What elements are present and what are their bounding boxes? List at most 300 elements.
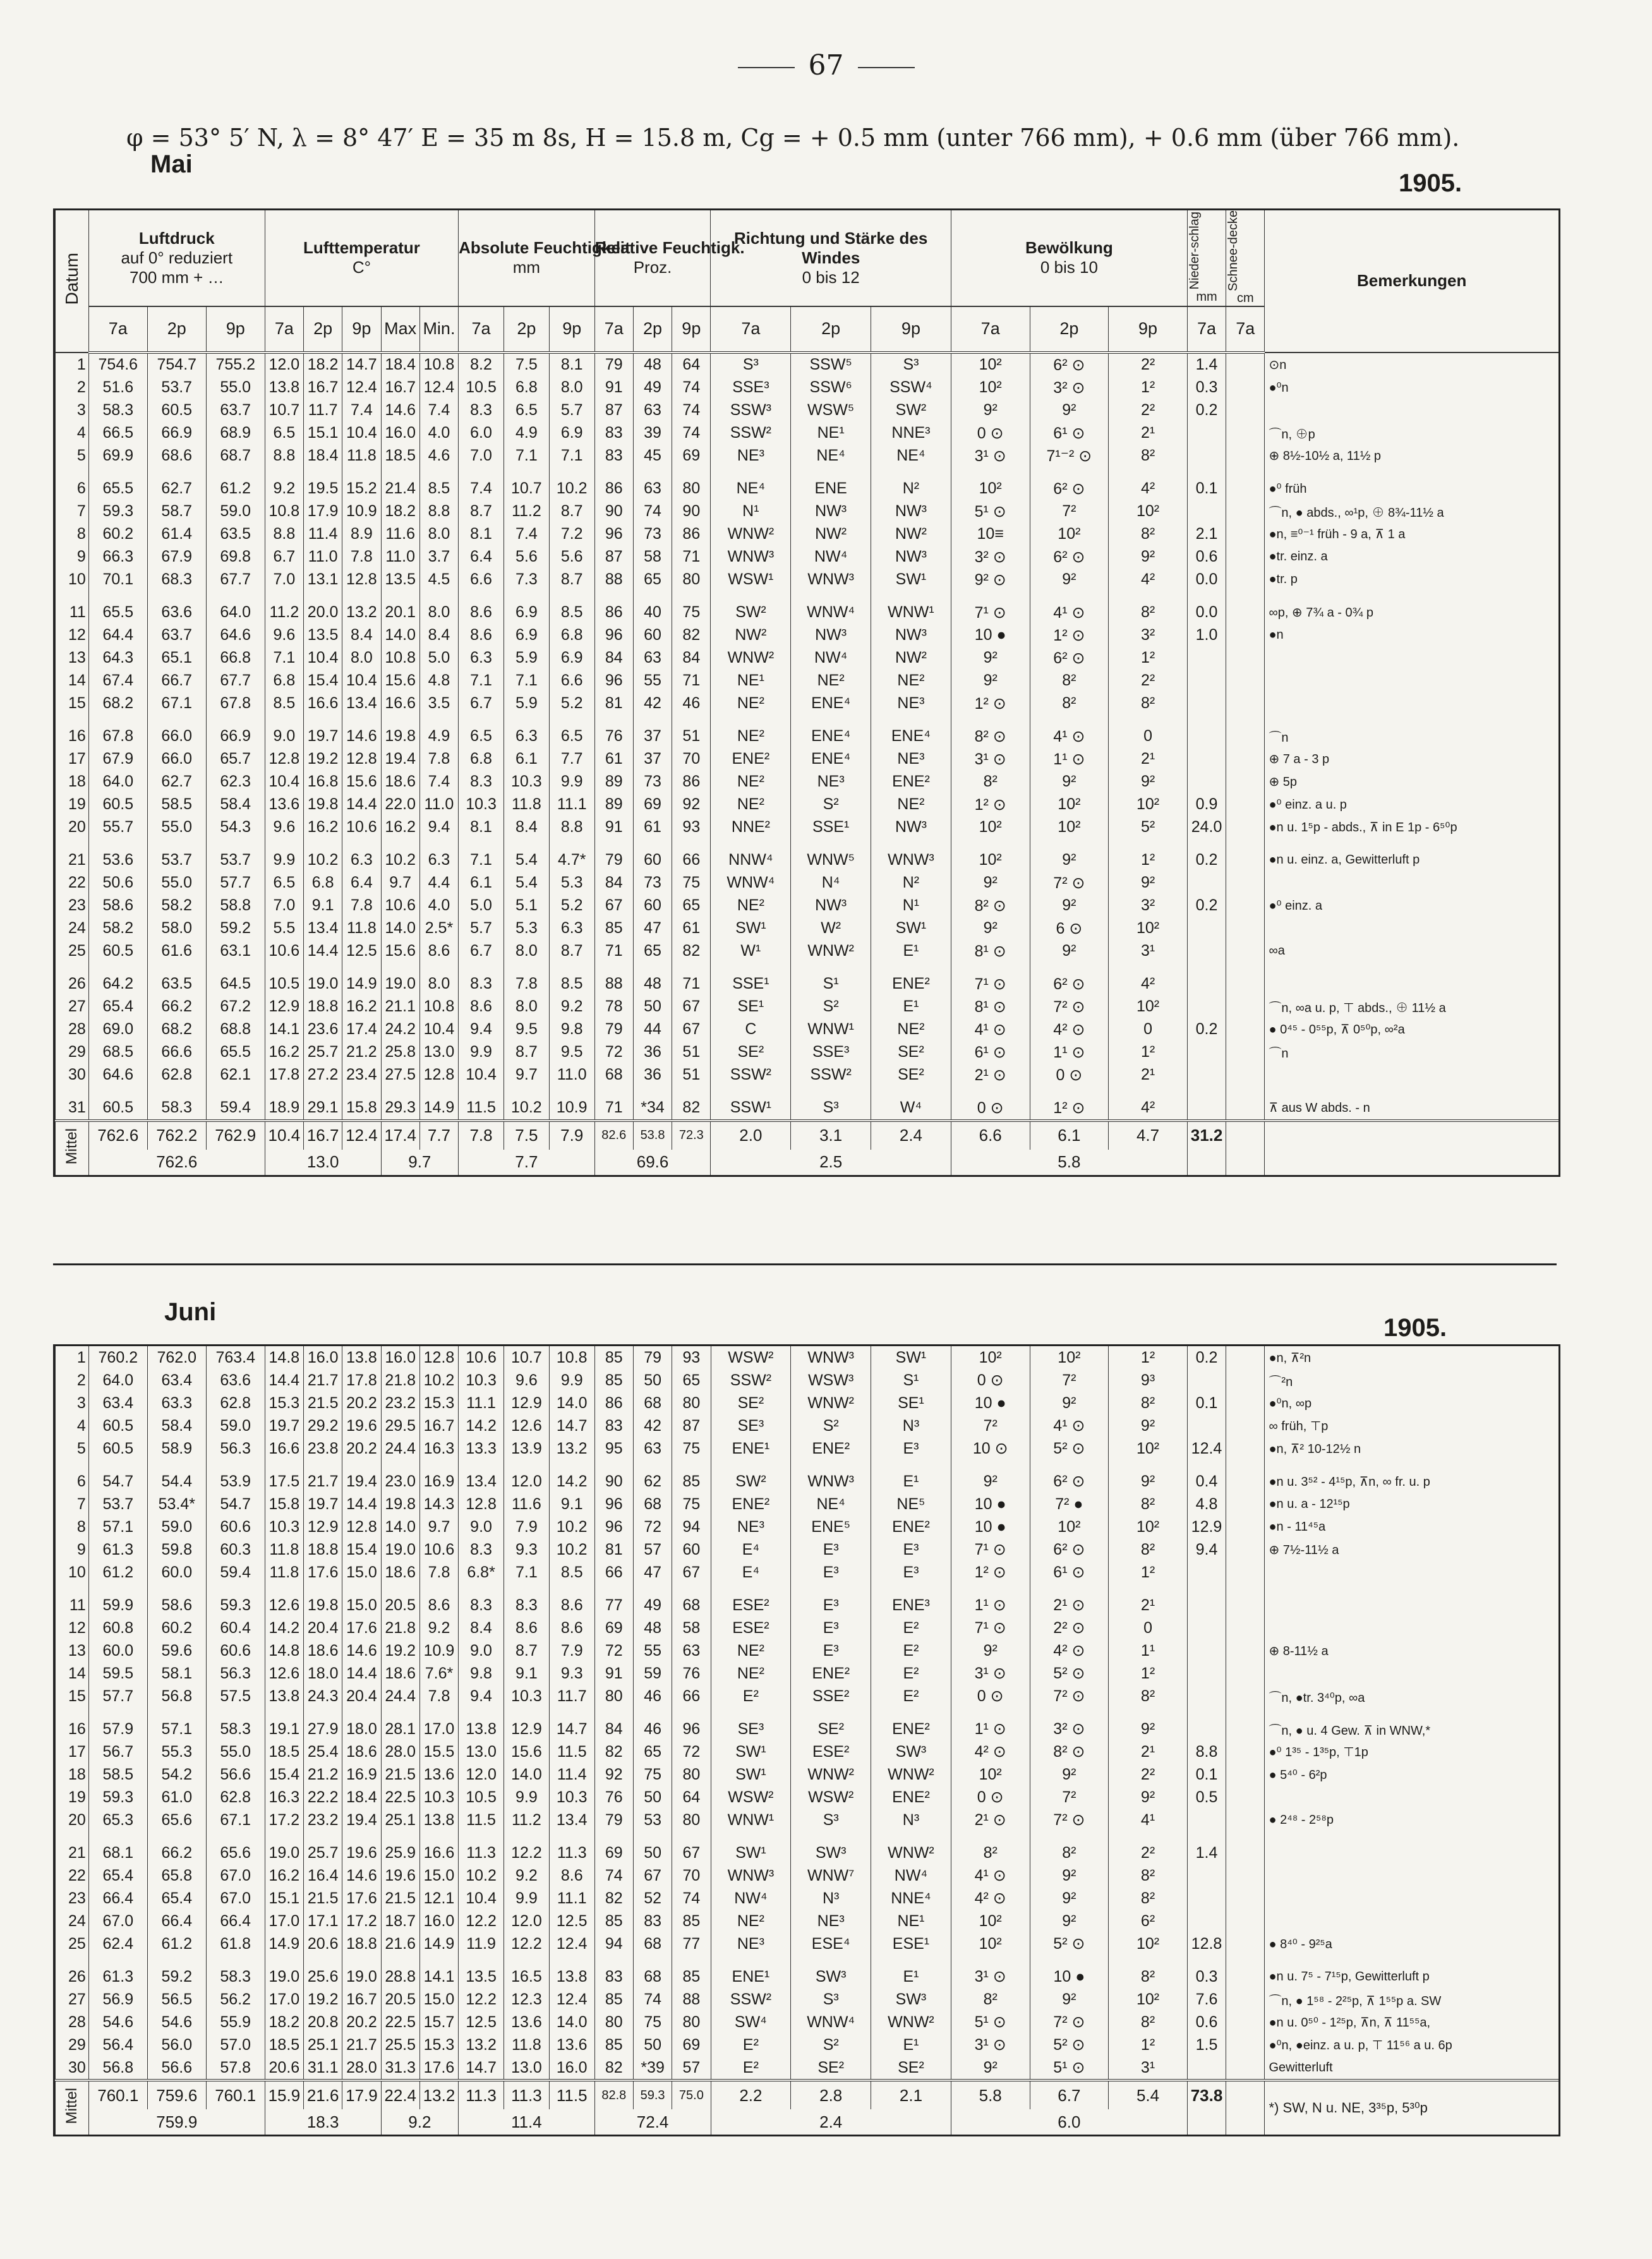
- rel-humidity-cell: 69: [594, 1841, 633, 1864]
- temp-cell: 19.0: [265, 1965, 303, 1988]
- temp-cell: 11.8: [265, 1561, 303, 1584]
- gap-cell: [672, 1708, 711, 1718]
- abs-humidity-cell: 9.9: [549, 1369, 594, 1392]
- mean-temp: 10.4: [265, 1121, 303, 1150]
- cloud-cell: 9²: [1030, 1763, 1109, 1786]
- wind-cell: WNW⁷: [791, 1864, 871, 1887]
- gap-cell: [1187, 1831, 1226, 1841]
- gap-cell: [791, 1955, 871, 1965]
- cloud-cell: 2¹ ⊙: [951, 1064, 1030, 1087]
- rel-humidity-cell: 79: [594, 1018, 633, 1041]
- rel-humidity-cell: 87: [594, 399, 633, 422]
- gap-cell: [459, 963, 504, 973]
- pressure-cell: 68.7: [206, 445, 265, 467]
- rel-humidity-cell: 69: [594, 1617, 633, 1639]
- day-cell: 23: [56, 895, 89, 917]
- gap-cell: [871, 1584, 951, 1594]
- wind-cell: W⁴: [871, 1097, 951, 1121]
- snow-cell: [1226, 1887, 1265, 1910]
- wind-cell: E³: [791, 1594, 871, 1617]
- temp-cell: 10.2: [303, 849, 342, 872]
- mean-total-rel: 69.6: [594, 1150, 711, 1175]
- cloud-cell: 1²: [1109, 1041, 1188, 1064]
- rel-humidity-cell: 52: [633, 1887, 672, 1910]
- temp-cell: 8.0: [419, 523, 458, 546]
- gap-cell: [633, 467, 672, 478]
- cloud-cell: 4² ⊙: [1030, 1018, 1109, 1041]
- subheader-c7a: 7a: [1187, 306, 1226, 352]
- temp-cell: 17.5: [265, 1470, 303, 1493]
- abs-humidity-cell: 8.7: [503, 1041, 549, 1064]
- wind-cell: NE³: [791, 771, 871, 793]
- pressure-cell: 66.9: [147, 422, 206, 445]
- temp-cell: 8.8: [265, 445, 303, 467]
- cloud-cell: 9²: [1109, 1470, 1188, 1493]
- day-cell: 25: [56, 940, 89, 963]
- temp-cell: 4.0: [419, 895, 458, 917]
- cloud-cell: 8²: [1109, 1965, 1188, 1988]
- gap-cell: [419, 1708, 458, 1718]
- abs-humidity-cell: 6.1: [503, 748, 549, 771]
- temp-cell: 10.3: [419, 1786, 458, 1809]
- header-bemerkungen: Bemerkungen: [1265, 210, 1559, 352]
- day-cell: 7: [56, 500, 89, 523]
- subheader-c7a: 7a: [594, 306, 633, 352]
- abs-humidity-cell: 7.5: [503, 352, 549, 376]
- gap-cell: [381, 963, 419, 973]
- temp-cell: 9.1: [303, 895, 342, 917]
- mean-rel: 82.6: [594, 1121, 633, 1150]
- temp-cell: 18.8: [342, 1932, 381, 1955]
- gap-cell: [1265, 1831, 1559, 1841]
- snow-cell: [1226, 1662, 1265, 1685]
- temp-cell: 12.6: [265, 1662, 303, 1685]
- wind-cell: NE³: [711, 445, 791, 467]
- gap-cell: [594, 1831, 633, 1841]
- pressure-cell: 57.1: [147, 1718, 206, 1740]
- pressure-cell: 57.8: [206, 2056, 265, 2080]
- gap-cell: [147, 963, 206, 973]
- mean-temp: 12.4: [342, 1121, 381, 1150]
- temp-cell: 9.7: [419, 1515, 458, 1538]
- remark-cell: [1265, 692, 1559, 715]
- pressure-cell: 58.5: [147, 793, 206, 816]
- gap-cell: [549, 1584, 594, 1594]
- rel-humidity-cell: 73: [633, 771, 672, 793]
- abs-humidity-cell: 8.4: [503, 816, 549, 839]
- temp-cell: 21.8: [381, 1369, 419, 1392]
- table-row: [56, 670, 1559, 692]
- temp-cell: 16.0: [304, 1346, 342, 1369]
- table-row: [56, 1740, 1559, 1763]
- subheader-c2p: 2p: [503, 306, 549, 352]
- temp-cell: 21.6: [381, 1932, 419, 1955]
- temp-cell: 16.3: [419, 1437, 458, 1460]
- pressure-cell: 67.7: [206, 670, 265, 692]
- temp-cell: 25.1: [304, 2033, 342, 2056]
- abs-humidity-cell: 5.9: [503, 692, 549, 715]
- rel-humidity-cell: 50: [633, 1369, 672, 1392]
- snow-cell: [1226, 1346, 1265, 1369]
- table-row: [56, 725, 1559, 748]
- precipitation-cell: 0.1: [1187, 1763, 1226, 1786]
- cloud-cell: 8²: [1109, 445, 1188, 467]
- group-gap: [56, 1955, 1559, 1965]
- temp-cell: 4.8: [419, 670, 458, 692]
- abs-humidity-cell: 8.6: [549, 1864, 594, 1887]
- abs-humidity-cell: 6.9: [549, 647, 594, 670]
- precipitation-cell: 0.2: [1187, 1346, 1226, 1369]
- precipitation-cell: [1187, 973, 1226, 996]
- mean-temp: 15.9: [265, 2080, 303, 2109]
- remark-cell: [1265, 1594, 1559, 1617]
- temp-cell: 8.9: [342, 523, 381, 546]
- snow-cell: [1226, 1740, 1265, 1763]
- pressure-cell: 63.7: [206, 399, 265, 422]
- dash-right: [858, 67, 915, 68]
- remark-cell: ●n, ⊼² 10-12½ n: [1265, 1437, 1559, 1460]
- temp-cell: 28.0: [381, 1740, 419, 1763]
- abs-humidity-cell: 11.1: [549, 793, 594, 816]
- temp-cell: 15.4: [303, 670, 342, 692]
- cloud-cell: 10²: [1109, 1932, 1188, 1955]
- gap-cell: [1187, 839, 1226, 849]
- snow-cell: [1226, 399, 1265, 422]
- rel-humidity-cell: 88: [594, 569, 633, 591]
- temp-cell: 28.1: [381, 1718, 419, 1740]
- table-row: [56, 624, 1559, 647]
- wind-cell: SW⁴: [711, 2011, 791, 2033]
- temp-cell: 5.0: [419, 647, 458, 670]
- rel-humidity-cell: 72: [594, 1639, 633, 1662]
- gap-cell: [951, 1831, 1030, 1841]
- subheader-c7a: 7a: [265, 306, 303, 352]
- precipitation-cell: 8.8: [1187, 1740, 1226, 1763]
- pressure-cell: 63.6: [147, 601, 206, 624]
- wind-cell: ESE²: [711, 1617, 791, 1639]
- pressure-cell: 58.7: [147, 500, 206, 523]
- mittel-label: [56, 2080, 89, 2135]
- rel-humidity-cell: 51: [672, 1064, 711, 1087]
- mean-wind: 2.8: [791, 2080, 871, 2109]
- cloud-cell: 9²: [1109, 1718, 1188, 1740]
- wind-cell: NE²: [711, 1639, 791, 1662]
- gap-cell: [88, 1087, 147, 1097]
- wind-cell: WSW³: [791, 1369, 871, 1392]
- table-row: [56, 2011, 1559, 2033]
- temp-cell: 9.7: [381, 872, 419, 895]
- rel-humidity-cell: 70: [672, 748, 711, 771]
- wind-cell: SSE¹: [791, 816, 871, 839]
- abs-humidity-cell: 8.7: [549, 940, 594, 963]
- table-row: [56, 1392, 1559, 1414]
- remark-cell: ● 0⁴⁵ - 0⁵⁵p, ⊼ 0⁵⁰p, ∞²a: [1265, 1018, 1559, 1041]
- wind-cell: NW⁴: [871, 1864, 951, 1887]
- gap-cell: [303, 591, 342, 601]
- pressure-cell: 58.9: [147, 1437, 206, 1460]
- rel-humidity-cell: 72: [594, 1041, 633, 1064]
- pressure-cell: 68.8: [206, 1018, 265, 1041]
- cloud-cell: 1² ⊙: [951, 692, 1030, 715]
- temp-cell: 7.8: [342, 895, 381, 917]
- abs-humidity-cell: 11.4: [549, 1763, 594, 1786]
- temp-cell: 17.8: [265, 1064, 303, 1087]
- precipitation-cell: 0.6: [1187, 546, 1226, 569]
- pressure-cell: 67.4: [88, 670, 147, 692]
- gap-cell: [206, 963, 265, 973]
- temp-cell: 13.5: [381, 569, 419, 591]
- temp-cell: 18.5: [265, 2033, 303, 2056]
- table-row: [56, 546, 1559, 569]
- pressure-cell: 55.7: [88, 816, 147, 839]
- rel-humidity-cell: 57: [633, 1538, 672, 1561]
- rel-humidity-cell: 80: [672, 478, 711, 500]
- gap-cell: [459, 1584, 504, 1594]
- snow-cell: [1226, 1932, 1265, 1955]
- cloud-cell: 1²: [1109, 1346, 1188, 1369]
- cloud-cell: 1²: [1109, 1662, 1188, 1685]
- gap-cell: [56, 715, 89, 725]
- gap-cell: [1226, 467, 1265, 478]
- table-row: [56, 647, 1559, 670]
- group-gap: [56, 1460, 1559, 1470]
- cloud-cell: 7²: [951, 1414, 1030, 1437]
- pressure-cell: 67.9: [88, 748, 147, 771]
- abs-humidity-cell: 8.7: [549, 569, 594, 591]
- temp-cell: 13.0: [419, 1041, 458, 1064]
- day-cell: 2: [56, 376, 89, 399]
- pressure-cell: 58.2: [88, 917, 147, 940]
- gap-cell: [1265, 1955, 1559, 1965]
- pressure-cell: 54.3: [206, 816, 265, 839]
- table-row: [56, 1041, 1559, 1064]
- table-row: [56, 849, 1559, 872]
- table-row: [56, 872, 1559, 895]
- gap-cell: [1030, 1087, 1109, 1097]
- pressure-cell: 54.7: [206, 1493, 265, 1515]
- day-cell: 1: [56, 352, 89, 376]
- pressure-cell: 59.4: [206, 1097, 265, 1121]
- abs-humidity-cell: 11.8: [503, 2033, 549, 2056]
- cloud-cell: 8²: [1109, 1887, 1188, 1910]
- cloud-cell: 6¹ ⊙: [951, 1041, 1030, 1064]
- subheader-c2p: 2p: [303, 306, 342, 352]
- temp-cell: 19.0: [303, 973, 342, 996]
- wind-cell: NE³: [711, 1515, 791, 1538]
- cloud-cell: 10²: [1030, 793, 1109, 816]
- temp-cell: 18.2: [381, 500, 419, 523]
- subheader-c2p: 2p: [791, 306, 871, 352]
- cloud-cell: 4² ⊙: [951, 1887, 1030, 1910]
- gap-cell: [304, 1584, 342, 1594]
- temp-cell: 16.6: [381, 692, 419, 715]
- temp-cell: 10.3: [265, 1515, 303, 1538]
- gap-cell: [342, 467, 381, 478]
- rel-humidity-cell: 80: [672, 1392, 711, 1414]
- gap-cell: [633, 1460, 672, 1470]
- temp-cell: 10.8: [381, 647, 419, 670]
- abs-humidity-cell: 5.3: [549, 872, 594, 895]
- temp-cell: 16.4: [304, 1864, 342, 1887]
- pressure-cell: 64.4: [88, 624, 147, 647]
- gap-cell: [791, 467, 871, 478]
- pressure-cell: 56.3: [206, 1437, 265, 1460]
- cloud-cell: 7¹ ⊙: [951, 973, 1030, 996]
- abs-humidity-cell: 11.1: [549, 1887, 594, 1910]
- gap-cell: [549, 1460, 594, 1470]
- abs-humidity-cell: 8.3: [459, 1538, 504, 1561]
- gap-cell: [88, 1460, 147, 1470]
- mean-wind: 2.4: [871, 1121, 951, 1150]
- remark-cell: ●tr. p: [1265, 569, 1559, 591]
- wind-cell: ENE⁴: [791, 748, 871, 771]
- temp-cell: 19.6: [342, 1841, 381, 1864]
- day-cell: 16: [56, 1718, 89, 1740]
- gap-cell: [1226, 1584, 1265, 1594]
- wind-cell: ENE²: [871, 973, 951, 996]
- pressure-cell: 54.7: [88, 1470, 147, 1493]
- temp-cell: 16.9: [342, 1763, 381, 1786]
- gap-cell: [1265, 591, 1559, 601]
- pressure-cell: 60.5: [88, 1097, 147, 1121]
- temp-cell: 18.5: [265, 1740, 303, 1763]
- rel-humidity-cell: 63: [633, 478, 672, 500]
- gap-cell: [304, 1955, 342, 1965]
- temp-cell: 15.0: [419, 1864, 458, 1887]
- temp-cell: 8.8: [419, 500, 458, 523]
- pressure-cell: 59.8: [147, 1538, 206, 1561]
- pressure-cell: 55.0: [206, 376, 265, 399]
- temp-cell: 12.8: [265, 748, 303, 771]
- subheader-c7a: 7a: [459, 306, 504, 352]
- rel-humidity-cell: 72: [672, 1740, 711, 1763]
- precipitation-cell: 0.3: [1187, 1965, 1226, 1988]
- gap-cell: [672, 715, 711, 725]
- pressure-cell: 55.0: [206, 1740, 265, 1763]
- temp-cell: 22.0: [381, 793, 419, 816]
- pressure-cell: 58.1: [147, 1662, 206, 1685]
- cloud-cell: 4¹ ⊙: [1030, 725, 1109, 748]
- subheader-c7a: 7a: [88, 306, 147, 352]
- pressure-cell: 755.2: [206, 352, 265, 376]
- rel-humidity-cell: 63: [633, 399, 672, 422]
- gap-cell: [56, 1708, 89, 1718]
- temp-cell: 11.8: [265, 1538, 303, 1561]
- day-cell: 2: [56, 1369, 89, 1392]
- precipitation-cell: [1187, 1809, 1226, 1831]
- gap-cell: [503, 1955, 549, 1965]
- wind-cell: WNW¹: [711, 1809, 791, 1831]
- cloud-cell: 10 ●: [951, 1515, 1030, 1538]
- gap-cell: [871, 1831, 951, 1841]
- precipitation-cell: [1187, 445, 1226, 467]
- table-row: [56, 1561, 1559, 1584]
- rel-humidity-cell: 86: [594, 1392, 633, 1414]
- cloud-cell: 9²: [1030, 1392, 1109, 1414]
- abs-humidity-cell: 6.7: [459, 940, 504, 963]
- wind-cell: S²: [791, 996, 871, 1018]
- temp-cell: 12.9: [304, 1515, 342, 1538]
- wind-cell: WNW³: [791, 1470, 871, 1493]
- temp-cell: 24.2: [381, 1018, 419, 1041]
- rel-humidity-cell: 49: [633, 1594, 672, 1617]
- temp-cell: 4.5: [419, 569, 458, 591]
- cloud-cell: 8² ⊙: [951, 725, 1030, 748]
- pressure-cell: 58.3: [206, 1965, 265, 1988]
- gap-cell: [381, 1087, 419, 1097]
- subheader-c9p: 9p: [549, 306, 594, 352]
- day-cell: 4: [56, 422, 89, 445]
- cloud-cell: 6² ⊙: [1030, 1470, 1109, 1493]
- cloud-cell: 4¹ ⊙: [951, 1018, 1030, 1041]
- gap-cell: [951, 715, 1030, 725]
- wind-cell: ENE²: [871, 1515, 951, 1538]
- cloud-cell: 9²: [951, 872, 1030, 895]
- rel-humidity-cell: 85: [594, 1346, 633, 1369]
- remark-cell: ⌒²n: [1265, 1369, 1559, 1392]
- rel-humidity-cell: 60: [672, 1538, 711, 1561]
- day-cell: 4: [56, 1414, 89, 1437]
- day-cell: 14: [56, 670, 89, 692]
- cloud-cell: 7² ⊙: [1030, 1809, 1109, 1831]
- mean-temp: 22.4: [381, 2080, 419, 2109]
- abs-humidity-cell: 15.6: [503, 1740, 549, 1763]
- wind-cell: SW³: [871, 1740, 951, 1763]
- header-bewoelkung: [951, 210, 1187, 306]
- gap-cell: [672, 467, 711, 478]
- gap-cell: [791, 839, 871, 849]
- pressure-cell: 64.0: [206, 601, 265, 624]
- temp-cell: 19.4: [381, 748, 419, 771]
- gap-cell: [88, 591, 147, 601]
- pressure-cell: 60.6: [206, 1639, 265, 1662]
- wind-cell: C: [711, 1018, 791, 1041]
- wind-cell: NW³: [871, 546, 951, 569]
- pressure-cell: 66.5: [88, 422, 147, 445]
- temp-cell: 23.0: [381, 1470, 419, 1493]
- pressure-cell: 67.8: [206, 692, 265, 715]
- wind-cell: WNW²: [791, 1392, 871, 1414]
- temp-cell: 14.6: [381, 399, 419, 422]
- temp-cell: 13.5: [303, 624, 342, 647]
- wind-cell: WNW⁵: [791, 849, 871, 872]
- abs-humidity-cell: 12.4: [549, 1988, 594, 2011]
- abs-humidity-cell: 8.7: [459, 500, 504, 523]
- nieder-unit: mm: [1196, 289, 1217, 304]
- wind-cell: NW²: [871, 523, 951, 546]
- rel-humidity-cell: 67: [672, 1561, 711, 1584]
- abs-humidity-cell: 9.4: [459, 1685, 504, 1708]
- rel-humidity-cell: 74: [633, 1988, 672, 2011]
- rel-humidity-cell: 65: [672, 895, 711, 917]
- pressure-cell: 65.5: [88, 478, 147, 500]
- pressure-cell: 67.0: [88, 1910, 147, 1932]
- abs-humidity-cell: 14.7: [459, 2056, 504, 2080]
- wind-cell: SSW²: [711, 1064, 791, 1087]
- temp-cell: 12.8: [342, 1515, 381, 1538]
- temp-cell: 8.8: [265, 523, 303, 546]
- abs-humidity-cell: 6.4: [459, 546, 504, 569]
- wind-cell: NE⁴: [871, 445, 951, 467]
- table-row: [56, 771, 1559, 793]
- temp-cell: 16.9: [419, 1470, 458, 1493]
- cloud-cell: 2²: [1109, 1763, 1188, 1786]
- precipitation-cell: [1187, 1910, 1226, 1932]
- cloud-cell: 3¹ ⊙: [951, 748, 1030, 771]
- wind-cell: N¹: [871, 895, 951, 917]
- cloud-cell: 10 ●: [1030, 1965, 1109, 1988]
- abs-humidity-cell: 12.6: [503, 1414, 549, 1437]
